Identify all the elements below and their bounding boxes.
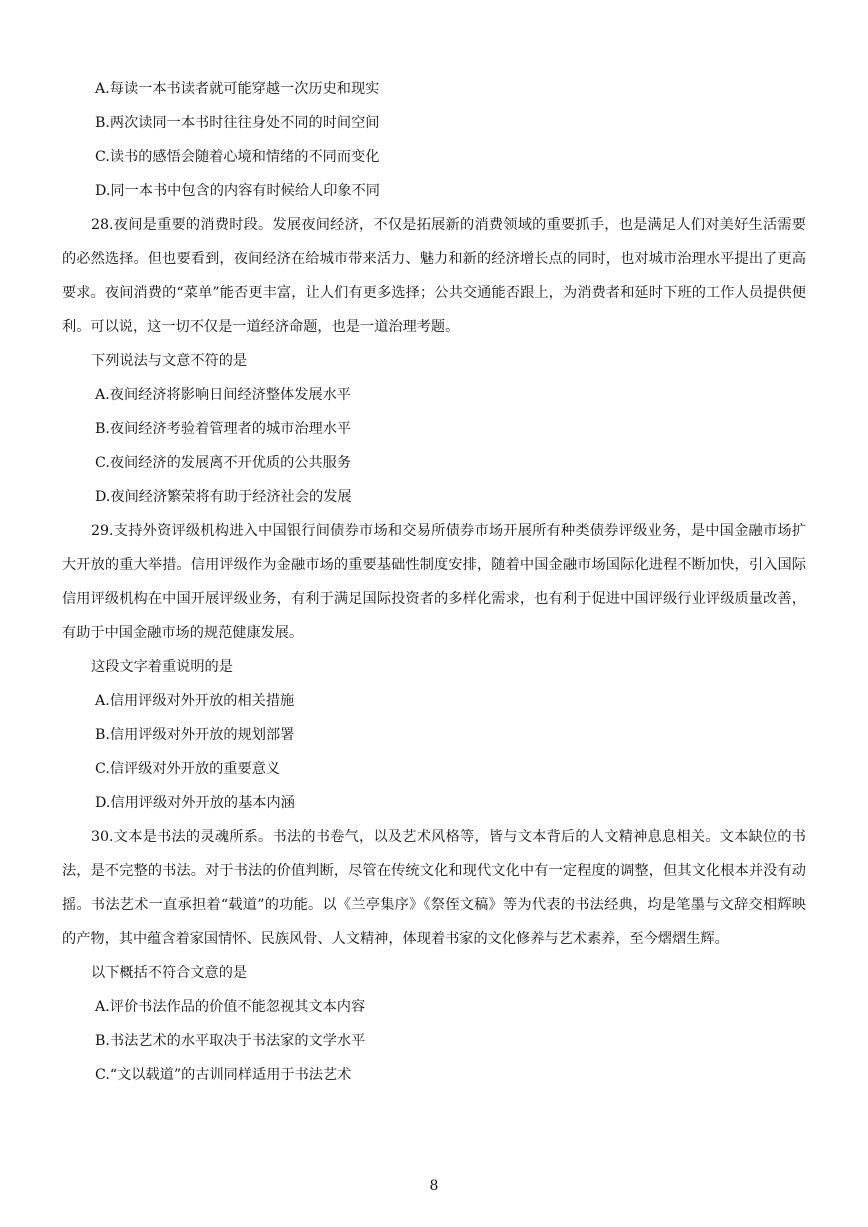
page-content: [62, 72, 806, 1092]
q29-question: 这段文字着重说明的是: [91, 659, 233, 675]
q28-option-b: B.夜间经济考验着管理者的城市治理水平: [95, 421, 352, 437]
q30-passage: 30.文本是书法的灵魂所系。书法的书卷气，以及艺术风格等，皆与文本背后的人文精神息息相关。文本缺位的书法，是不完整的书法。对于书法的价值判断，尽管在传统文化和现代文化中有一定程度的调整，但其文化根本并没有动摇。书法艺术一直承担着“载道”的功能。以《兰亭集序》《祭侄文稿》等为代表的书法经典，均是笔墨与文辞交相辉映的产物，其中蕴含着家国情怀、民族风骨、人文精神，体现着书家的文化修养与艺术素养，至今熠熠生辉。: [62, 829, 806, 947]
q29-option-c: C.信评级对外开放的重要意义: [95, 761, 281, 777]
question-28: [62, 208, 806, 514]
q27-option-c: C.读书的感悟会随着心境和情绪的不同而变化: [95, 149, 380, 165]
page-number: 8: [429, 1178, 439, 1194]
q27-options: [62, 72, 806, 208]
q29-option-b: B.信用评级对外开放的规划部署: [95, 727, 295, 743]
q29-passage: 29.支持外资评级机构进入中国银行间债券市场和交易所债券市场开展所有种类债券评级业务，是中国金融市场扩大开放的重大举措。信用评级作为金融市场的重要基础性制度安排，随着中国金融市场国际化进程不断加快，引入国际信用评级机构在中国开展评级业务，有利于满足国际投资者的多样化需求，也有利于促进中国评级行业评级质量改善，有助于中国金融市场的规范健康发展。: [62, 523, 806, 641]
q29-option-a: A.信用评级对外开放的相关措施: [95, 693, 295, 709]
q28-option-d: D.夜间经济繁荣将有助于经济社会的发展: [95, 489, 352, 505]
q27-option-d: D.同一本书中包含的内容有时候给人印象不同: [95, 183, 380, 199]
q27-option-a: A.每读一本书读者就可能穿越一次历史和现实: [95, 81, 380, 97]
q30-question: 以下概括不符合文意的是: [91, 965, 248, 981]
q30-option-b: B.书法艺术的水平取决于书法家的文学水平: [95, 1033, 366, 1049]
q30-option-a: A.评价书法作品的价值不能忽视其文本内容: [95, 999, 366, 1015]
q28-option-a: A.夜间经济将影响日间经济整体发展水平: [95, 387, 351, 403]
q28-question: 下列说法与文意不符的是: [91, 353, 248, 369]
q28-passage: 28.夜间是重要的消费时段。发展夜间经济，不仅是拓展新的消费领域的重要抓手，也是满足人们对美好生活需要的必然选择。但也要看到，夜间经济在给城市带来活力、魅力和新的经济增长点的同时，也对城市治理水平提出了更高要求。夜间消费的“菜单”能否更丰富，让人们有更多选择；公共交通能否跟上，为消费者和延时下班的工作人员提供便利。可以说，这一切不仅是一道经济命题，也是一道治理考题。: [62, 217, 806, 335]
q29-option-d: D.信用评级对外开放的基本内涵: [95, 795, 295, 811]
question-29: [62, 514, 806, 820]
question-30: [62, 820, 806, 1092]
q30-option-c: C.“文以载道”的古训同样适用于书法艺术: [95, 1067, 352, 1083]
q28-option-c: C.夜间经济的发展离不开优质的公共服务: [95, 455, 352, 471]
q27-option-b: B.两次读同一本书时往往身处不同的时间空间: [95, 115, 380, 131]
